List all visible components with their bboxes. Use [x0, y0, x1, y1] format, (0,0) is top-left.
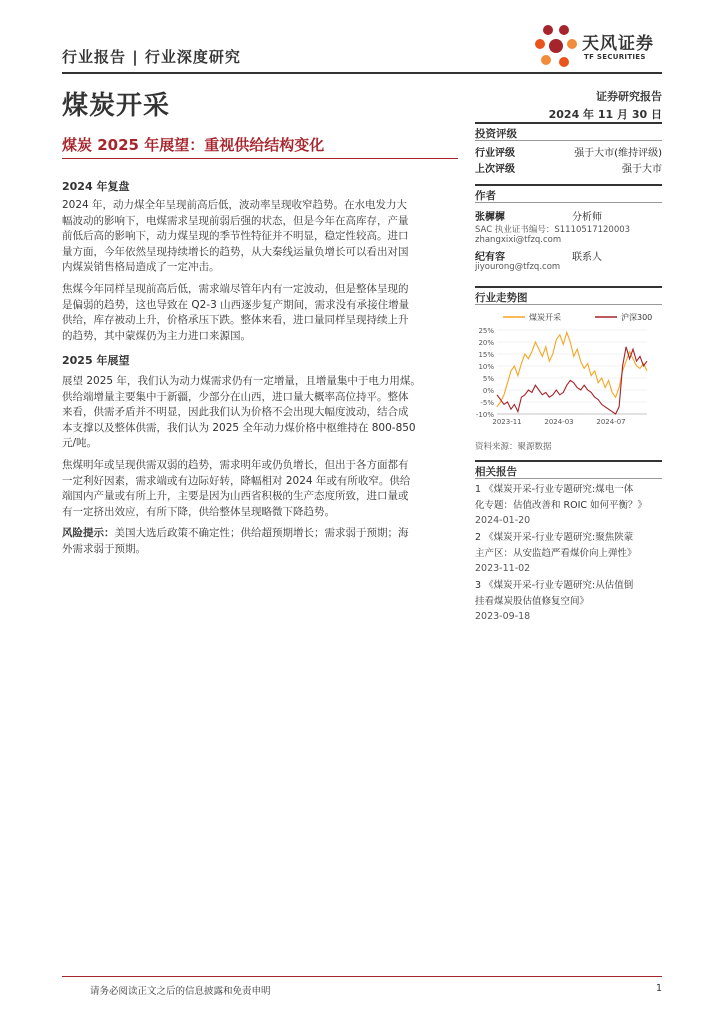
outlook-heading: 2025 年展望: [62, 354, 130, 367]
y-tick-label: 20%: [478, 339, 494, 347]
page-number: 1: [655, 983, 662, 994]
authors-heading: 作者: [475, 190, 496, 202]
report-date: 2024 年 11 月 30 日: [548, 108, 662, 121]
related-title-line: 2 《煤炭开采-行业专题研究:聚焦陕蒙: [475, 532, 634, 543]
rating-label: 行业评级: [475, 148, 515, 159]
text-line: 本支撑以及整体供需，我们认为 2025 全年动力煤价格中枢维持在 800-850: [62, 421, 416, 434]
tf-securities-logo-icon: [534, 22, 582, 70]
header-rule: [62, 72, 662, 74]
author-email: jiyourong@tfzq.com: [475, 262, 561, 272]
report-type-header: 行业报告 | 行业深度研究: [62, 48, 241, 66]
review-paragraph-2: [62, 282, 458, 344]
x-tick-label: 2024-07: [596, 418, 626, 426]
related-date: 2023-09-18: [475, 611, 531, 622]
report-subtitle: 煤炭 2025 年展望：重视供给结构变化: [62, 136, 325, 154]
text-line: 焦煤今年同样呈现前高后低，需求端尽管年内有一定波动，但是整体呈现的: [62, 283, 409, 295]
rating-heading: 投资评级: [475, 128, 517, 140]
review-heading: 2024 年复盘: [62, 180, 130, 193]
y-tick-label: 5%: [482, 375, 494, 383]
related-title-line: 1 《煤炭开采-行业专题研究:煤电一体: [475, 484, 634, 495]
text-line: 有一定挤出效应，有所下降，供给整体呈现略微下降趋势。: [62, 505, 335, 518]
sidebar-rule: [475, 122, 662, 124]
y-tick-label: -5%: [480, 399, 494, 407]
trend-heading: 行业走势图: [475, 292, 528, 304]
page-title: 煤炭开采: [62, 91, 171, 121]
review-paragraph-1: [62, 198, 458, 276]
text-line: 供给，库存被动上升，价格承压下跌。整体来看，进口量同样呈现持续上升: [62, 314, 409, 326]
related-heading: 相关报告: [475, 466, 517, 478]
author-email: zhangxixi@tfzq.com: [475, 235, 562, 245]
text-line: 的趋势，其中蒙煤仍为主力进口来源国。: [62, 329, 251, 342]
text-line: 元/吨。: [62, 437, 98, 449]
author-name: 纪有容: [475, 252, 505, 263]
rating-value: 强于大市: [622, 164, 662, 175]
y-tick-label: 10%: [478, 363, 494, 371]
sidebar-rule: [475, 286, 662, 288]
x-tick-label: 2024-03: [544, 418, 574, 426]
text-line: 来看，供需矛盾并不明显，因此我们认为价格不会出现大幅度波动，结合成: [62, 406, 409, 418]
chart-source: 资料来源：聚源数据: [475, 442, 552, 452]
text-line: 量方面，今年依然呈现持续增长的趋势，从大秦线运量负增长可以看出对国: [62, 245, 409, 258]
text-line: 内煤炭销售格局造成了一定冲击。: [62, 261, 220, 273]
sidebar-rule: [475, 478, 662, 479]
rating-value: 强于大市(维持评级): [574, 148, 662, 159]
related-title-line: 化专题：估值改善和 ROIC 如何平衡？》: [475, 499, 648, 511]
text-line: 一定利好因素，需求端或有边际好转，降幅相对 2024 年或有所收窄。供给: [62, 474, 411, 487]
series-line: [497, 332, 647, 406]
sidebar-rule: [475, 202, 662, 203]
related-report-item[interactable]: [475, 578, 662, 625]
legend-label: 沪深300: [621, 313, 653, 322]
related-report-item[interactable]: [475, 482, 662, 529]
text-line: 端国内产量或有所上升，主要是因为山西省积极的生产态度所致，进口量或: [62, 490, 409, 502]
y-tick-label: -10%: [475, 411, 494, 419]
text-line: 外需求弱于预期。: [62, 542, 146, 555]
text-line: 展望 2025 年，我们认为动力煤需求仍有一定增量，且增量集中于电力用煤。: [62, 375, 421, 387]
logo-text-en: TF SECURITIES: [584, 53, 646, 61]
related-report-item[interactable]: [475, 530, 662, 577]
series-line: [497, 347, 647, 414]
legend-label: 煤炭开采: [529, 313, 561, 322]
sidebar-rule: [475, 304, 662, 305]
report-kind: 证券研究报告: [596, 90, 662, 103]
risk-paragraph: [62, 526, 458, 557]
logo-text-cn: 天风证券: [582, 34, 654, 54]
sidebar-rule: [475, 140, 662, 141]
related-title-line: 挂看煤炭股估值修复空间》: [475, 595, 590, 607]
trend-chart: [475, 308, 662, 433]
y-tick-label: 25%: [478, 327, 494, 335]
related-date: 2023-11-02: [475, 563, 531, 574]
rating-label: 上次评级: [475, 164, 515, 175]
text-line: 幅波动的影响下，电煤需求呈现前弱后强的状态，但是今年在高库存，产量: [62, 214, 409, 227]
text-line: 2024 年，动力煤全年呈现前高后低，波动率呈现收窄趋势。在水电发力大: [62, 199, 408, 211]
text-line: 供给端增量主要集中于新疆，少部分在山西，进口量大概率高位持平。整体: [62, 390, 409, 403]
text-line: 前低后高的影响下，动力煤呈现的季节性特征并不明显，稳定性较高。进口: [62, 230, 409, 242]
author-role: 分析师: [572, 212, 602, 223]
text-line: [62, 526, 458, 542]
related-title-line: 3 《煤炭开采-行业专题研究:从估值倒: [475, 580, 634, 591]
subtitle-rule: [62, 158, 458, 159]
sidebar-rule: [475, 460, 662, 462]
y-tick-label: 15%: [478, 351, 494, 359]
related-date: 2024-01-20: [475, 515, 531, 526]
outlook-paragraph-1: [62, 374, 458, 452]
author-cert: SAC 执业证书编号：S1110517120003: [475, 225, 631, 235]
text-line: 是偏弱的趋势，这也导致在 Q2-3 山西逐步复产期间，需求没有承接住增量: [62, 298, 410, 311]
author-role: 联系人: [572, 252, 602, 263]
footer-rule: [62, 976, 662, 977]
text-line: 焦煤明年或呈现供需双弱的趋势，需求明年或仍负增长，但出于各方面都有: [62, 459, 409, 471]
x-tick-label: 2023-11: [492, 418, 522, 426]
related-title-line: 主产区：从安监趋严看煤价向上弹性》: [475, 547, 637, 559]
author-name: 张樨樨: [475, 212, 505, 223]
risk-label: 风险提示：: [62, 527, 115, 539]
footer-disclaimer: 请务必阅读正文之后的信息披露和免责申明: [90, 986, 271, 997]
risk-text: 美国大选后政策不确定性；供给超预期增长；需求弱于预期；海: [114, 527, 409, 539]
sidebar-rule: [475, 184, 662, 186]
y-tick-label: 0%: [482, 387, 494, 395]
outlook-paragraph-2: [62, 458, 458, 520]
